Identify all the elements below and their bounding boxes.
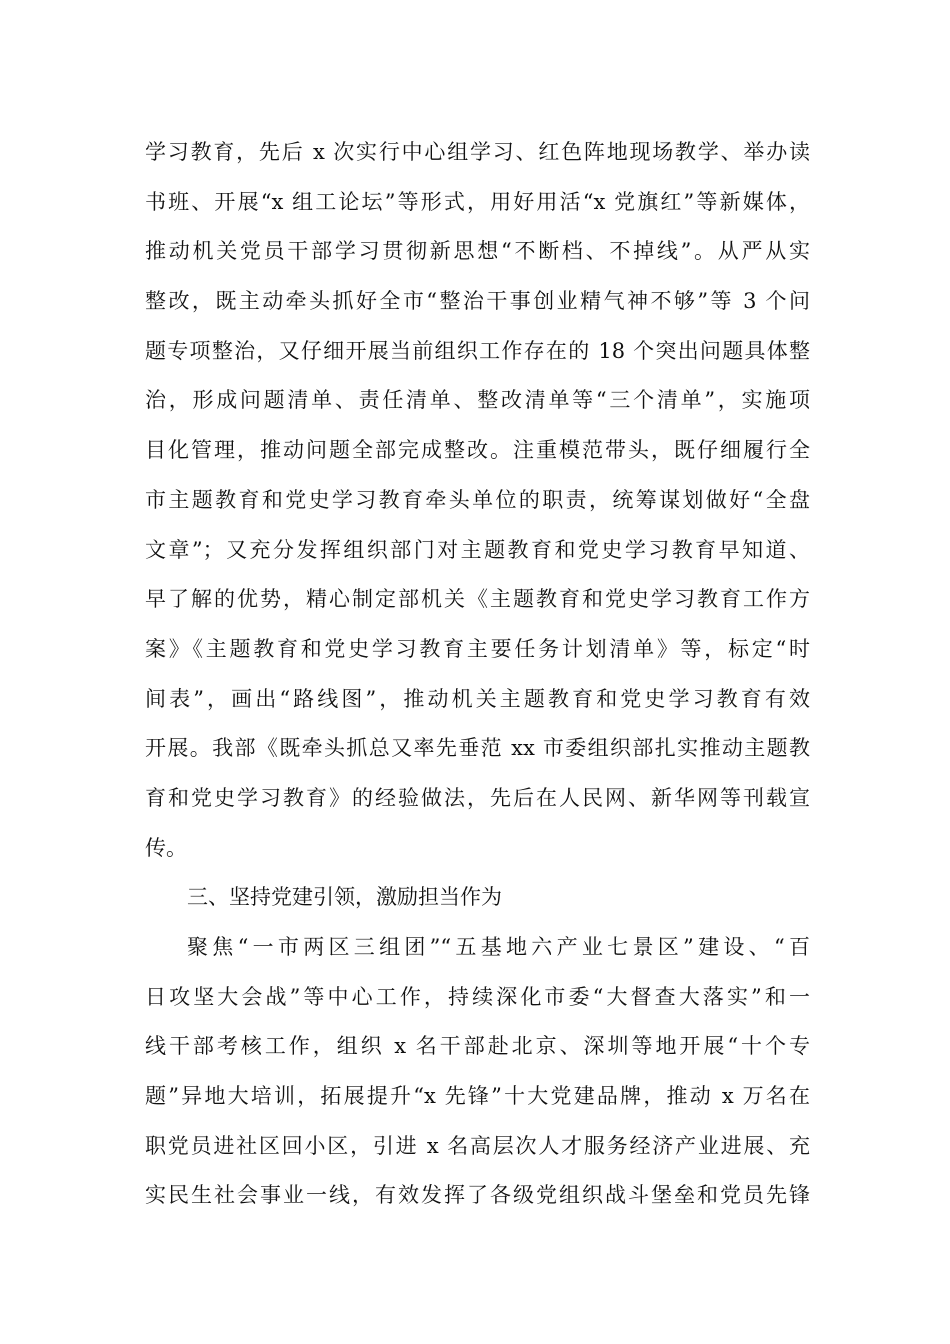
text-line: 间表”，画出“路线图”，推动机关主题教育和党史学习教育有效 bbox=[145, 686, 810, 711]
text-line: 开展。我部《既牵头抓总又率先垂范 xx 市委组织部扎实推动主题教 bbox=[145, 736, 810, 761]
section-heading: 三、坚持党建引领，激励担当作为 bbox=[187, 885, 502, 910]
text-line: 题专项整治，又仔细开展当前组织工作存在的 18 个突出问题具体整 bbox=[145, 338, 810, 363]
text-line: 早了解的优势，精心制定部机关《主题教育和党史学习教育工作方 bbox=[145, 587, 810, 612]
text-line: 育和党史学习教育》的经验做法，先后在人民网、新华网等刊载宣 bbox=[145, 785, 810, 810]
text-line: 整改，既主动牵头抓好全市“整治干事创业精气神不够”等 3 个问 bbox=[145, 289, 810, 314]
text-line: 日攻坚大会战”等中心工作，持续深化市委“大督查大落实”和一 bbox=[145, 984, 810, 1009]
text-line: 线干部考核工作，组织 x 名干部赴北京、深圳等地开展“十个专 bbox=[145, 1034, 810, 1059]
text-line: 案》《主题教育和党史学习教育主要任务计划清单》等，标定“时 bbox=[145, 636, 810, 661]
text-line: 目化管理，推动问题全部完成整改。注重模范带头，既仔细履行全 bbox=[145, 438, 810, 463]
text-line: 实民生社会事业一线，有效发挥了各级党组织战斗堡垒和党员先锋 bbox=[145, 1183, 810, 1208]
text-line: 职党员进社区回小区，引进 x 名高层次人才服务经济产业进展、充 bbox=[145, 1133, 810, 1158]
text-line: 文章”；又充分发挥组织部门对主题教育和党史学习教育早知道、 bbox=[145, 537, 810, 562]
text-line: 推动机关党员干部学习贯彻新思想“不断档、不掉线”。从严从实 bbox=[145, 239, 810, 264]
text-line: 学习教育，先后 x 次实行中心组学习、红色阵地现场教学、举办读 bbox=[145, 140, 810, 164]
paragraph-first-line: 聚焦“一市两区三组团”“五基地六产业七景区”建设、“百 bbox=[187, 935, 810, 959]
text-line: 书班、开展“x 组工论坛”等形式，用好用活“x 党旗红”等新媒体， bbox=[145, 189, 810, 214]
paragraph-end-line: 传。 bbox=[145, 835, 187, 860]
text-line: 市主题教育和党史学习教育牵头单位的职责，统筹谋划做好“全盘 bbox=[145, 487, 810, 512]
body-text bbox=[145, 128, 810, 1221]
text-line: 治，形成问题清单、责任清单、整改清单等“三个清单”，实施项 bbox=[145, 388, 810, 413]
text-line: 题”异地大培训，拓展提升“x 先锋”十大党建品牌，推动 x 万名在 bbox=[145, 1084, 810, 1109]
